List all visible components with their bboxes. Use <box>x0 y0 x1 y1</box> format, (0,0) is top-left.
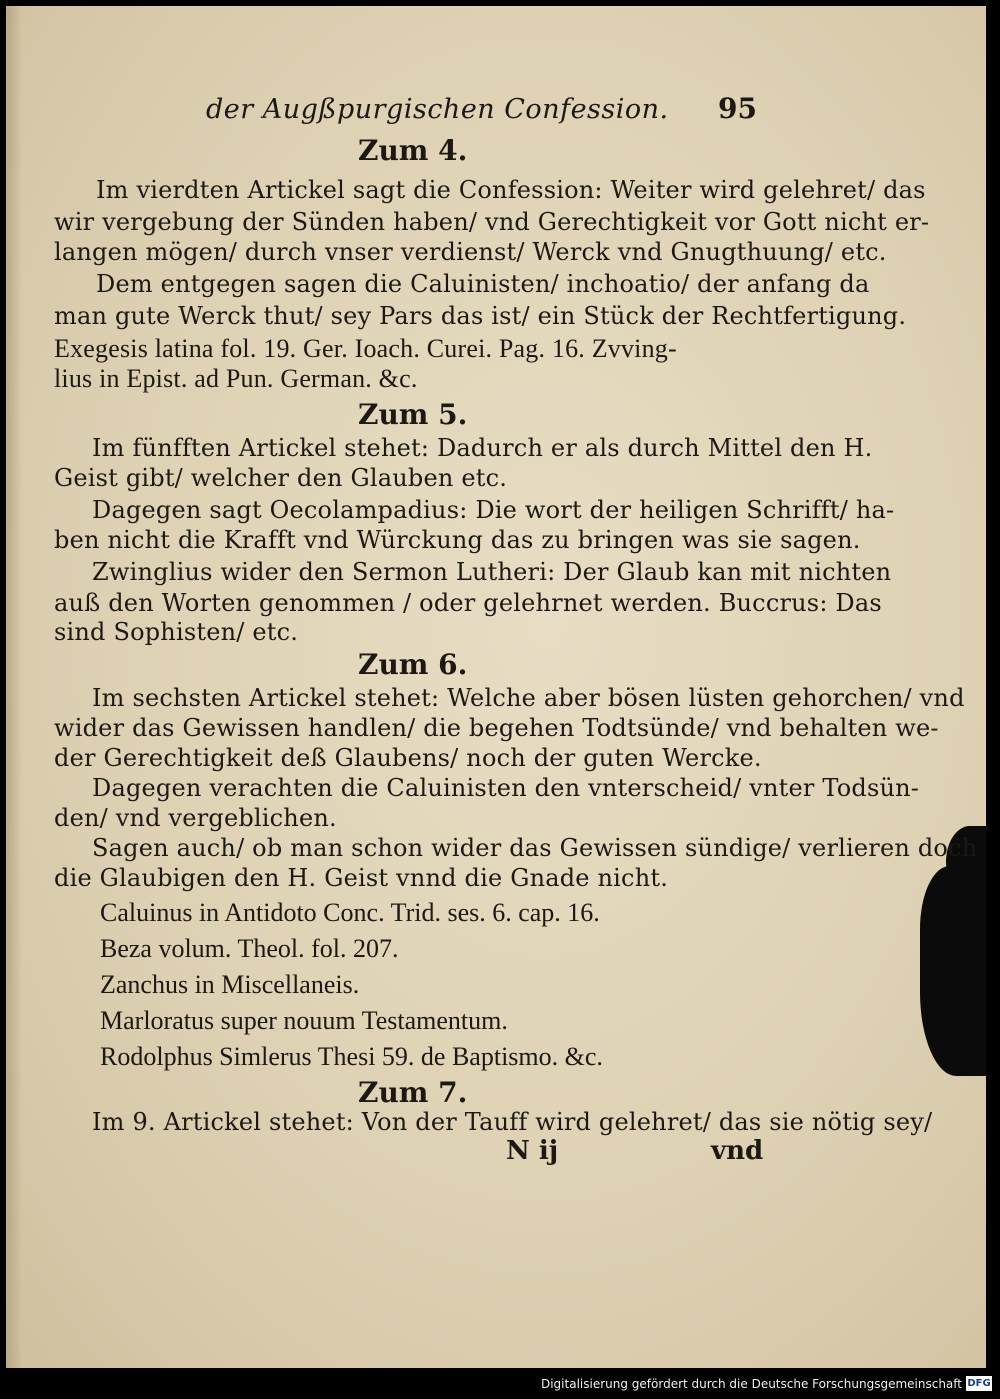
reference-line: Rodolphus Simlerus Thesi 59. de Baptismo. &c. <box>100 1042 603 1071</box>
text-line: lius in Epist. ad Pun. German. &c. <box>54 364 418 393</box>
text-line: Im fünfften Artickel stehet: Dadurch er als durch Mittel den H. <box>92 434 873 462</box>
text-line: Sagen auch/ ob man schon wider das Gewissen sündige/ verlieren doch <box>92 834 978 862</box>
text-line: Im vierdten Artickel sagt die Confession: Weiter wird gelehret/ das <box>96 176 926 204</box>
ink-blot-damage <box>920 866 986 1076</box>
text-line: Im sechsten Artickel stehet: Welche aber bösen lüsten gehorchen/ vnd <box>92 684 965 712</box>
section-heading: Zum 5. <box>358 398 468 431</box>
page-number: 95 <box>718 92 757 125</box>
reference-line: Zanchus in Miscellaneis. <box>100 970 360 999</box>
section-heading: Zum 7. <box>358 1076 468 1109</box>
catchword: vnd <box>711 1136 764 1166</box>
text-line: Im 9. Artickel stehet: Von der Tauff wird gelehret/ das sie nötig sey/ <box>92 1108 933 1136</box>
funding-credit: Digitalisierung gefördert durch die Deutsche Forschungsgemeinschaft <box>540 1377 962 1391</box>
text-line: Exegesis latina fol. 19. Ger. Ioach. Curei. Pag. 16. Zvving- <box>54 334 677 363</box>
reference-line: Caluinus in Antidoto Conc. Trid. ses. 6. cap. 16. <box>100 898 600 927</box>
text-line: Dem entgegen sagen die Caluinisten/ inchoatio/ der anfang da <box>96 270 870 298</box>
text-line: Geist gibt/ welcher den Glauben etc. <box>54 464 508 492</box>
book-page <box>6 6 986 1368</box>
text-line: sind Sophisten/ etc. <box>54 618 299 646</box>
text-line: ben nicht die Krafft vnd Würckung das zu bringen was sie sagen. <box>54 526 861 554</box>
text-line: wider das Gewissen handlen/ die begehen Todtsünde/ vnd behalten we- <box>54 714 939 742</box>
dfg-logo: DFG <box>967 1378 991 1389</box>
text-line: langen mögen/ durch vnser verdienst/ Werck vnd Gnugthuung/ etc. <box>54 238 887 266</box>
text-line: Zwinglius wider den Sermon Lutheri: Der Glaub kan mit nichten <box>92 558 892 586</box>
text-line: Dagegen verachten die Caluinisten den vnterscheid/ vnter Todsün- <box>92 774 920 802</box>
reference-line: Beza volum. Theol. fol. 207. <box>100 934 399 963</box>
section-heading: Zum 6. <box>358 648 468 681</box>
section-heading: Zum 4. <box>358 134 468 167</box>
text-line: auß den Worten genommen / oder gelehrnet werden. Buccrus: Das <box>54 589 882 617</box>
running-title: der Augßpurgischen Confession. <box>206 94 669 125</box>
text-line: wir vergebung der Sünden haben/ vnd Gerechtigkeit vor Gott nicht er- <box>54 208 930 236</box>
text-line: den/ vnd vergeblichen. <box>54 804 337 832</box>
text-line: man gute Werck thut/ sey Pars das ist/ ein Stück der Rechtfertigung. <box>54 302 907 330</box>
reference-line: Marloratus super nouum Testamentum. <box>100 1006 508 1035</box>
text-line: die Glaubigen den H. Geist vnnd die Gnade nicht. <box>54 864 669 892</box>
text-line: Dagegen sagt Oecolampadius: Die wort der heiligen Schrifft/ ha- <box>92 496 895 524</box>
signature-mark: N ij <box>506 1136 559 1166</box>
page-edge-shadow <box>6 6 22 1368</box>
text-line: der Gerechtigkeit deß Glaubens/ noch der guten Wercke. <box>54 744 762 772</box>
